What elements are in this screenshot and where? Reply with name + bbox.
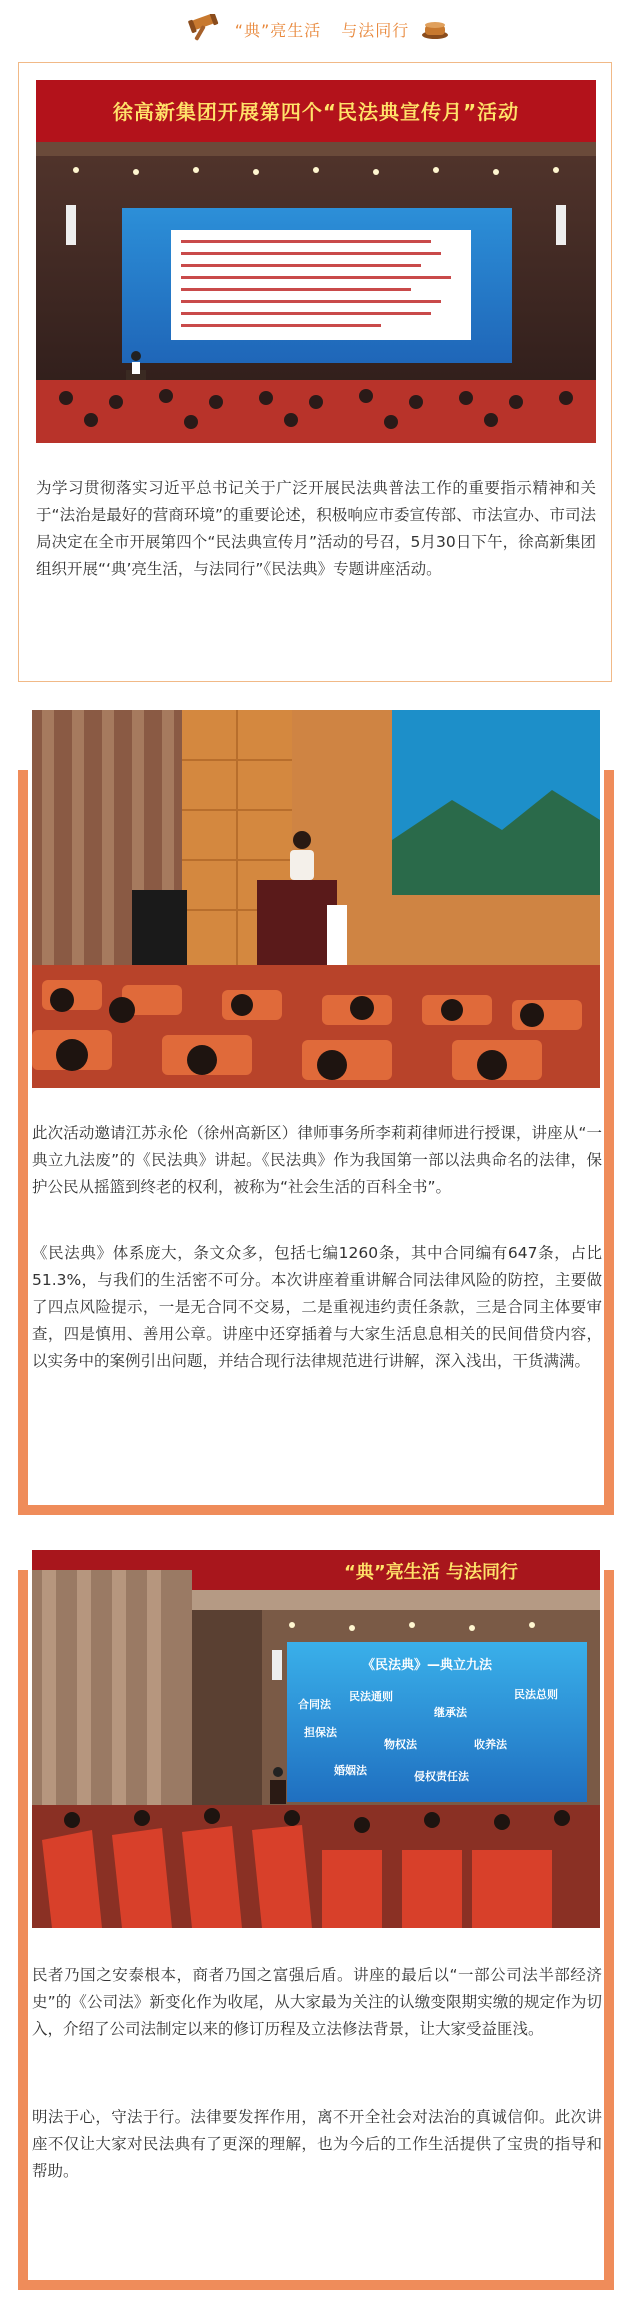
screen-item: 继承法 [434, 1706, 467, 1719]
banner-text: 徐高新集团开展第四个“民法典宣传月”活动 [112, 100, 520, 124]
title-part2: 与法同行 [341, 20, 410, 40]
gavel-base-icon [421, 18, 449, 40]
section-card-1 [18, 62, 612, 682]
article-header [0, 0, 632, 58]
gavel-icon [183, 14, 223, 44]
screen-item: 民法通则 [349, 1690, 393, 1703]
section3-paragraph-1: 民者乃国之安泰根本，商者乃国之富强后盾。讲座的最后以“一部公司法半部经济史”的《公司法》新变化作为收尾，从大家最为关注的认缴变限期实缴的规定作为切入，介绍了公司法制定以来的修订历程及立法修法背景，让大家受益匪浅。 [32, 1966, 602, 2038]
photo-lecture-hall-screen [32, 1550, 600, 1928]
screen-title: 《民法典》—典立九法 [362, 1658, 493, 1673]
screen-item: 物权法 [384, 1738, 417, 1751]
banner-text: “典”亮生活 与法同行 [344, 1562, 518, 1583]
section-card-2 [18, 770, 614, 1515]
screen-item: 合同法 [298, 1698, 331, 1711]
screen-item: 婚姻法 [334, 1764, 367, 1777]
page-title [235, 18, 410, 41]
photo-lecturer-podium [32, 710, 600, 1088]
screen-item: 收养法 [474, 1738, 507, 1751]
section2-paragraph-1: 此次活动邀请江苏永伦（徐州高新区）律师事务所李莉莉律师进行授课，讲座从“一典立九法废”的《民法典》讲起。《民法典》作为我国第一部以法典命名的法律，保护公民从摇篮到终老的权利，被称为“社会生活的百科全书”。 [32, 1124, 602, 1196]
screen-item: 担保法 [304, 1726, 337, 1739]
section-card-3 [18, 1562, 614, 2290]
screen-item: 侵权责任法 [414, 1770, 469, 1783]
screen-item: 民法总则 [514, 1688, 558, 1701]
title-part1: “典”亮生活 [234, 20, 322, 40]
section1-paragraph: 为学习贯彻落实习近平总书记关于广泛开展民法典普法工作的重要指示精神和关于“法治是最好的营商环境”的重要论述，积极响应市委宣传部、市法宣办、市司法局决定在全市开展第四个“民法典宣传月”活动的号召，5月30日下午，徐高新集团组织开展“‘典’亮生活，与法同行”《民法典》专题讲座活动。 [36, 479, 596, 578]
photo-hall-banner [36, 80, 596, 443]
section3-paragraph-2: 明法于心，守法于行。法律要发挥作用，离不开全社会对法治的真诚信仰。此次讲座不仅让大家对民法典有了更深的理解，也为今后的工作生活提供了宝贵的指导和帮助。 [32, 2108, 602, 2180]
screen-law-list [294, 1676, 582, 1796]
section2-paragraph-2: 《民法典》体系庞大，条文众多，包括七编1260条，其中合同编有647条，占比51.3%，与我们的生活密不可分。本次讲座着重讲解合同法律风险的防控，主要做了四点风险提示，一是无合同不交易，二是重视违约责任条款，三是合同主体要审查，四是慎用、善用公章。讲座中还穿插着与大家生活息息相关的民间借贷内容，以实务中的案例引出问题，并结合现行法律规范进行讲解，深入浅出，干货满满。 [32, 1244, 602, 1370]
